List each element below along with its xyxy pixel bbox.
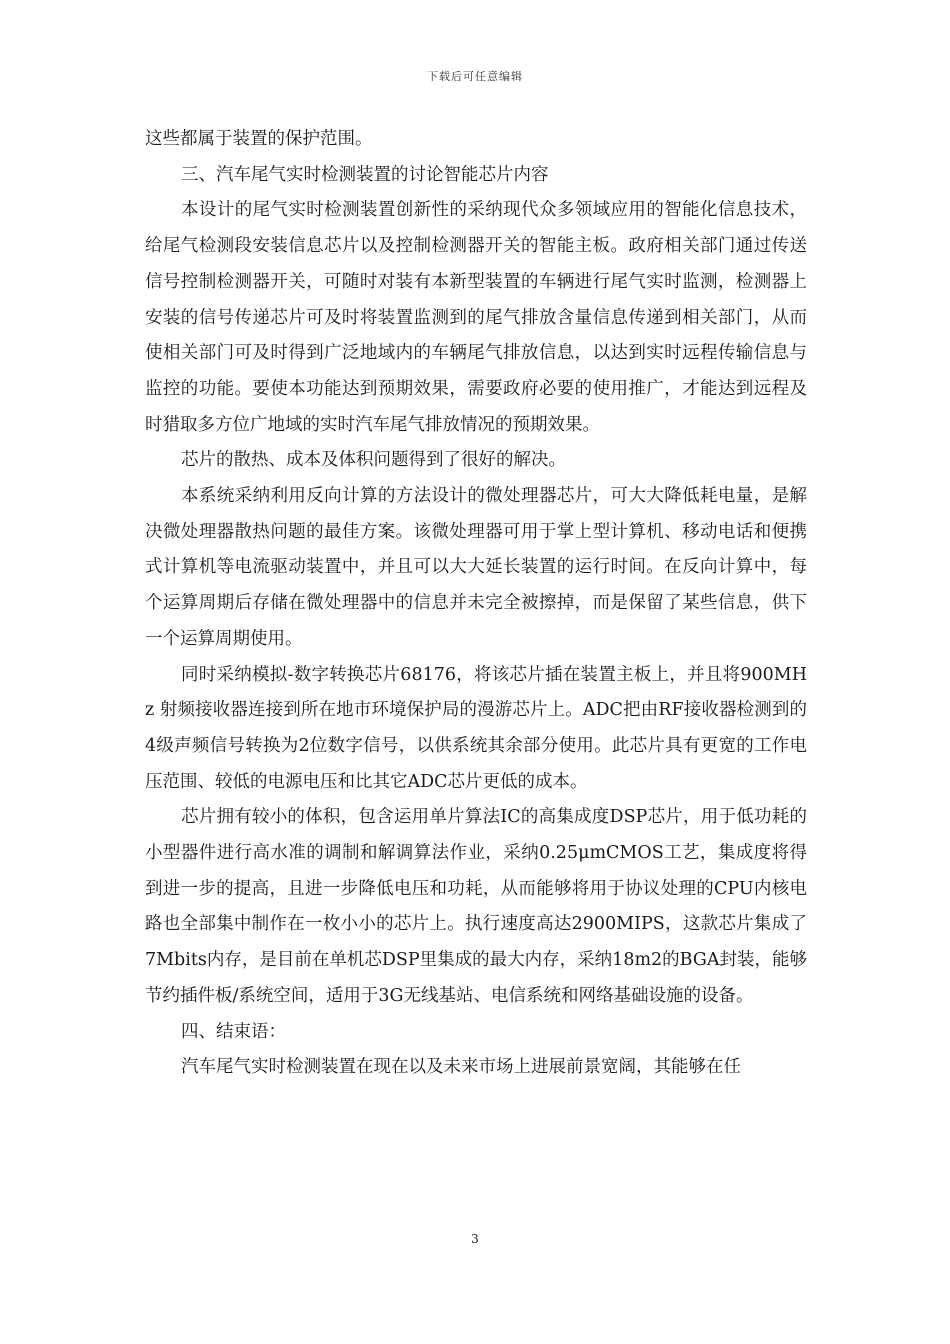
section-heading-3: 三、汽车尾气实时检测装置的讨论智能芯片内容: [181, 164, 549, 185]
paragraph-4: 本系统采纳利用反向计算的方法设计的微处理器芯片，可大大降低耗电量，是解决微处理器散热问题的最佳方案。该微处理器可用于掌上型计算机、移动电话和便携式计算机等电流驱动装置中，并且可以大大延长装置的运行时间。在反向计算中，每个运算周期后存储在微处理器中的信息并未完全被擦掉，而是保留了某些信息，供下一个运算周期使用。: [145, 486, 807, 649]
paragraph-3: 芯片的散热、成本及体积问题得到了很好的解决。: [181, 450, 566, 471]
paragraph-7: 汽车尾气实时检测装置在现在以及未来市场上进展前景宽阔，其能够在任: [181, 1057, 741, 1078]
paragraph-2: 本设计的尾气实时检测装置创新性的采纳现代众多领域应用的智能化信息技术，给尾气检测段安装信息芯片以及控制检测器开关的智能主板。政府相关部门通过传送信号控制检测器开关，可随时对装有本新型装置的车辆进行尾气实时监测，检测器上安装的信号传递芯片可及时将装置监测到的尾气排放含量信息传递到相关部门，从而使相关部门可及时得到广泛地域内的车辆尾气排放信息，以达到实时远程传输信息与监控的功能。要使本功能达到预期效果，需要政府必要的使用推广，才能达到远程及时猎取多方位广地域的实时汽车尾气排放情况的预期效果。: [145, 200, 807, 435]
page-number: 3: [471, 1232, 479, 1246]
paragraph-1: 这些都属于装置的保护范围。: [145, 129, 373, 149]
section-heading-4: 四、结束语：: [181, 1021, 286, 1042]
paragraph-5: 同时采纳模拟-数字转换芯片68176，将该芯片插在装置主板上，并且将900MHz 射频接收器连接到所在地市环境保护局的漫游芯片上。ADC把由RF接收器检测到的4级声频信号转换为2位数字信号，以供系统其余部分使用。此芯片具有更宽的工作电压范围、较低的电源电压和比其它ADC芯片更低的成本。: [145, 664, 807, 792]
paragraph-6: 芯片拥有较小的体积，包含运用单片算法IC的高集成度DSP芯片，用于低功耗的小型器件进行高水准的调制和解调算法作业，采纳0.25μmCMOS工艺，集成度将得到进一步的提高，且进一步降低电压和功耗，从而能够将用于协议处理的CPU内核电路也全部集中制作在一枚小小的芯片上。执行速度高达2900MIPS，这款芯片集成了7Mbits内存，是目前在单机芯DSP里集成的最大内存，采纳18m2的BGA封装，能够节约插件板/系统空间，适用于3G无线基站、电信系统和网络基础设施的设备。: [145, 807, 807, 1006]
page-header: 下载后可任意编辑: [427, 70, 523, 83]
document-body: [145, 122, 807, 1086]
